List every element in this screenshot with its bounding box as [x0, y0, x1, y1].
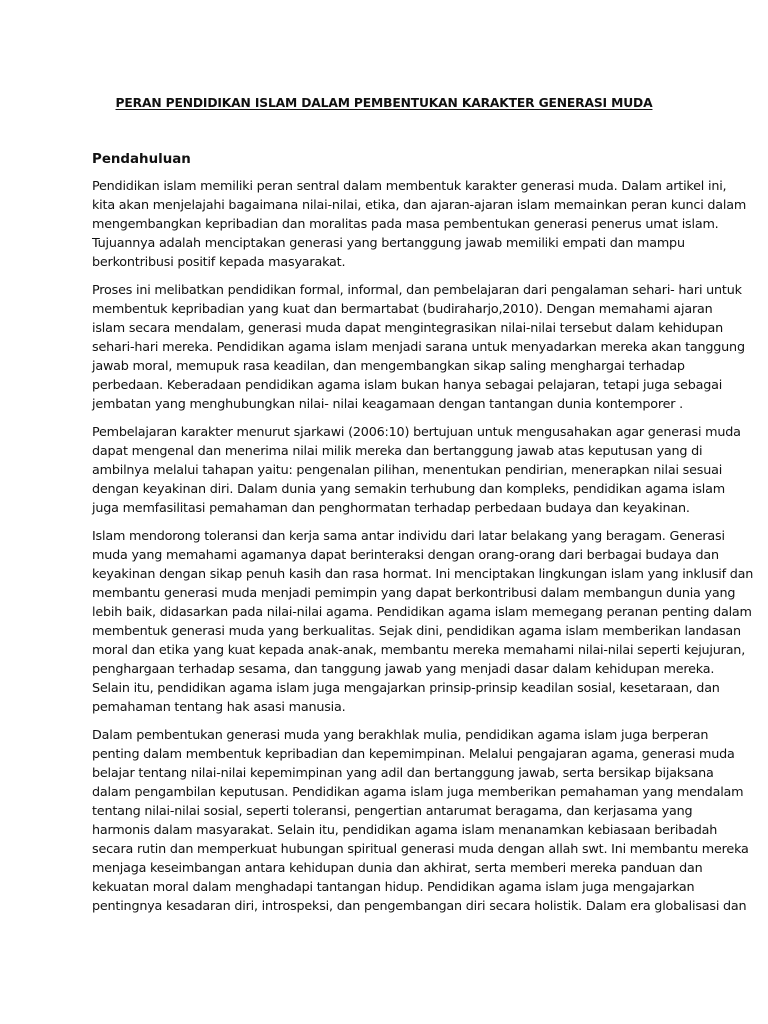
paragraph-line: Islam mendorong toleransi dan kerja sama antar individu dari latar belakang yang beragam. Generasi — [92, 529, 725, 544]
paragraph-line: menjaga keseimbangan antara kehidupan dunia dan akhirat, serta memberi mereka panduan dan — [92, 861, 703, 876]
section-heading: Pendahuluan — [92, 152, 191, 167]
paragraph — [92, 423, 741, 518]
paragraph-line: islam secara mendalam, generasi muda dapat mengintegrasikan nilai-nilai tersebut dalam kehidupan — [92, 321, 723, 336]
paragraph-line: secara rutin dan memperkuat hubungan spiritual generasi muda dengan allah swt. Ini membantu mereka — [92, 842, 749, 857]
paragraph-line: sehari-hari mereka. Pendidikan agama islam menjadi sarana untuk menyadarkan mereka akan tanggung — [92, 340, 745, 355]
paragraph-line: belajar tentang nilai-nilai kepemimpinan yang adil dan bertanggung jawab, serta bersikap bijaksana — [92, 766, 714, 781]
paragraph-line: juga memfasilitasi pemahaman dan penghormatan terhadap perbedaan budaya dan keyakinan. — [92, 501, 690, 516]
paragraph-line: pentingnya kesadaran diri, introspeksi, dan pengembangan diri secara holistik. Dalam era globalisasi dan — [92, 899, 747, 914]
paragraph-line: kita akan menjelajahi bagaimana nilai-nilai, etika, dan ajaran-ajaran islam memainkan peran kunci dalam — [92, 198, 747, 213]
paragraph-line: Dalam pembentukan generasi muda yang berakhlak mulia, pendidikan agama islam juga berperan — [92, 728, 709, 743]
paragraph-line: Proses ini melibatkan pendidikan formal, informal, dan pembelajaran dari pengalaman sehari- hari untuk — [92, 283, 742, 298]
paragraph-line: berkontribusi positif kepada masyarakat. — [92, 255, 346, 270]
paragraph-line: pemahaman tentang hak asasi manusia. — [92, 700, 346, 715]
paragraph-line: dengan keyakinan diri. Dalam dunia yang semakin terhubung dan kompleks, pendidikan agama islam — [92, 482, 725, 497]
paragraph-line: mengembangkan kepribadian dan moralitas pada masa pembentukan generasi penerus umat islam. — [92, 217, 719, 232]
paragraph-line: jawab moral, memupuk rasa keadilan, dan mengembangkan sikap saling menghargai terhadap — [92, 359, 685, 374]
paragraph-line: membentuk generasi muda yang berkualitas. Sejak dini, pendidikan agama islam memberikan landasan — [92, 624, 741, 639]
body-text — [92, 177, 754, 925]
paragraph-line: kekuatan moral dalam menghadapi tantangan hidup. Pendidikan agama islam juga mengajarkan — [92, 880, 695, 895]
paragraph-line: membantu generasi muda menjadi pemimpin yang dapat berkontribusi dalam membangun dunia yang — [92, 586, 736, 601]
paragraph-line: Selain itu, pendidikan agama islam juga mengajarkan prinsip-prinsip keadilan sosial, kesetaraan, dan — [92, 681, 720, 696]
paragraph-line: penting dalam membentuk kepribadian dan kepemimpinan. Melalui pengajaran agama, generasi muda — [92, 747, 735, 762]
paragraph-line: tentang nilai-nilai sosial, seperti toleransi, pengertian antarumat beragama, dan kerjasama yang — [92, 804, 693, 819]
paragraph-line: penghargaan terhadap sesama, dan tanggung jawab yang menjadi dasar dalam kehidupan mereka. — [92, 662, 715, 677]
paragraph-line: moral dan etika yang kuat kepada anak-anak, membantu mereka memahami nilai-nilai seperti kejujuran, — [92, 643, 746, 658]
paragraph-line: jembatan yang menghubungkan nilai- nilai keagamaan dengan tantangan dunia kontemporer . — [92, 397, 683, 412]
paragraph-line: keyakinan dengan sikap penuh kasih dan rasa hormat. Ini menciptakan lingkungan islam yang inklusif dan — [92, 567, 754, 582]
paragraph — [92, 177, 747, 272]
paragraph — [92, 527, 754, 717]
paragraph-line: harmonis dalam masyarakat. Selain itu, pendidikan agama islam menanamkan kebiasaan beribadah — [92, 823, 718, 838]
paragraph — [92, 726, 749, 916]
paragraph-line: Pembelajaran karakter menurut sjarkawi (2006:10) bertujuan untuk mengusahakan agar generasi muda — [92, 425, 741, 440]
paragraph-line: Pendidikan islam memiliki peran sentral dalam membentuk karakter generasi muda. Dalam artikel ini, — [92, 179, 727, 194]
paragraph-line: membentuk kepribadian yang kuat dan bermartabat (budiraharjo,2010). Dengan memahami ajaran — [92, 302, 713, 317]
paragraph-line: Tujuannya adalah menciptakan generasi yang bertanggung jawab memiliki empati dan mampu — [92, 236, 685, 251]
paragraph — [92, 281, 745, 414]
paragraph-line: perbedaan. Keberadaan pendidikan agama islam bukan hanya sebagai pelajaran, tetapi juga sebagai — [92, 378, 723, 393]
paragraph-line: dalam pengambilan keputusan. Pendidikan agama islam juga memberikan pemahaman yang mendalam — [92, 785, 744, 800]
paragraph-line: muda yang memahami agamanya dapat berinteraksi dengan orang-orang dari berbagai budaya dan — [92, 548, 719, 563]
paragraph-line: ambilnya melalui tahapan yaitu: pengenalan pilihan, menentukan pendirian, menerapkan nilai sesuai — [92, 463, 723, 478]
paragraph-line: lebih baik, didasarkan pada nilai-nilai agama. Pendidikan agama islam memegang peranan penting dalam — [92, 605, 752, 620]
paragraph-line: dapat mengenal dan menerima nilai milik mereka dan bertanggung jawab atas keputusan yang di — [92, 444, 703, 459]
document-title: PERAN PENDIDIKAN ISLAM DALAM PEMBENTUKAN KARAKTER GENERASI MUDA — [115, 96, 653, 110]
